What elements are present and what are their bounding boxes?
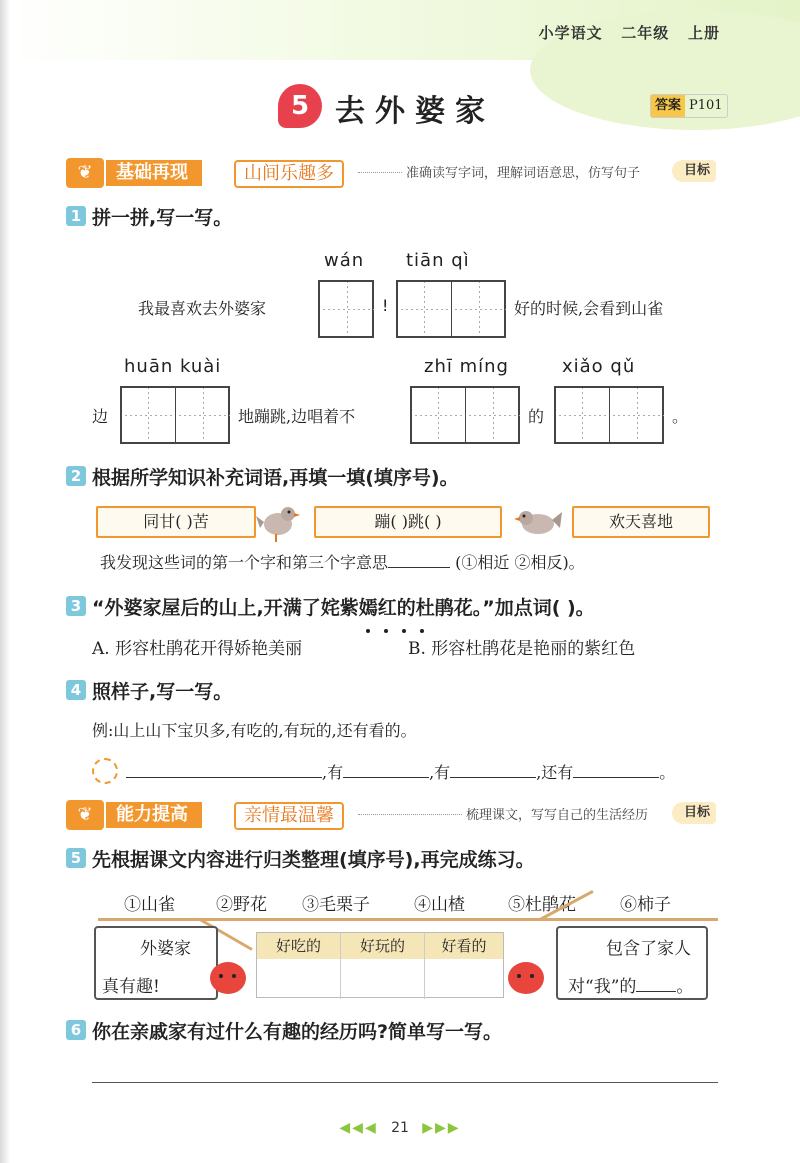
answer-blank[interactable] [636, 991, 676, 992]
question-prompt: 拼一拼,写一写。 [92, 207, 233, 229]
item-shizi: ⑥柿子 [620, 895, 671, 915]
bird-icon [256, 500, 300, 542]
word-card-1[interactable]: 同甘( )苦 [96, 506, 256, 538]
connector: 。 [659, 763, 676, 782]
sentence-part: 的 [528, 407, 545, 426]
answer-label: 答案 [651, 95, 685, 117]
cell-haokande[interactable] [425, 959, 503, 999]
lesson-number-badge: 5 [278, 84, 322, 128]
right-bubble-line1: 包含了家人 [606, 939, 691, 959]
header-haochide: 好吃的 [257, 933, 341, 959]
goal-tag: 目标 [672, 160, 716, 182]
pinyin-wan: wán [324, 250, 365, 271]
question-number: 6 [66, 1020, 86, 1040]
right-speech-bubble [556, 926, 708, 1000]
q2-statement [100, 550, 585, 573]
section-subtitle: 山间乐趣多 [234, 160, 344, 188]
item-shanzha: ④山楂 [414, 895, 465, 915]
dotted-line [358, 172, 402, 173]
section-ability-header [66, 800, 726, 830]
cell-haowande[interactable] [341, 959, 425, 999]
question-number: 5 [66, 848, 86, 868]
writing-box-xiaoqu[interactable] [554, 386, 664, 444]
book-info [539, 22, 720, 43]
writing-box-zhiming[interactable] [410, 386, 520, 444]
pinyin-huankuai: huān kuài [124, 356, 222, 377]
question-number: 3 [66, 596, 86, 616]
sentence-part: ! [382, 296, 389, 315]
question-prompt: “外婆家屋后的山上,开满了姹紫嫣红的杜鹃花。”加点词( )。 [92, 597, 595, 619]
sentence-part: 边 [92, 407, 109, 426]
sentence-part: 。 [672, 407, 689, 426]
section-title: 基础再现 [106, 160, 202, 186]
option-b[interactable]: B. 形容杜鹃花是艳丽的紫红色 [408, 639, 636, 659]
right-bubble-end: 。 [676, 977, 694, 997]
question-prompt: 根据所学知识补充词语,再填一填(填序号)。 [92, 467, 459, 489]
lesson-title: 去外婆家 [335, 94, 495, 129]
option-a[interactable]: A. 形容杜鹃花开得娇艳美丽 [92, 639, 303, 659]
statement-text: 我发现这些词的第一个字和第三个字意思 [100, 553, 389, 572]
writing-box-tianqi[interactable] [396, 280, 506, 338]
answer-blank[interactable] [450, 777, 536, 778]
word-card-3[interactable]: 欢天喜地 [572, 506, 710, 538]
question-prompt: 照样子,写一写。 [92, 681, 233, 703]
page-footer [0, 1120, 800, 1136]
bird-icon [514, 502, 562, 540]
word-card-2[interactable]: 蹦( )跳( ) [314, 506, 502, 538]
answer-line[interactable] [92, 1082, 718, 1083]
item-yehua: ②野花 [216, 895, 267, 915]
item-shanque: ①山雀 [124, 895, 175, 915]
q4-answer-line [126, 760, 675, 783]
branch-decoration [98, 918, 718, 921]
answer-blank[interactable] [573, 777, 659, 778]
answer-page: P101 [689, 98, 723, 113]
left-bubble-line2: 真有趣! [102, 977, 160, 997]
section-title: 能力提高 [106, 802, 202, 828]
book-open-icon: ❦ [66, 800, 104, 830]
apple-character-icon [508, 962, 544, 994]
volume: 上册 [687, 24, 720, 42]
connector: ,有 [429, 763, 451, 782]
sun-icon [92, 758, 118, 784]
classification-table [256, 932, 504, 998]
page-edge-shadow [0, 0, 10, 1163]
section-goal: 准确读写字词，理解词语意思，仿写句子 [406, 166, 641, 181]
pinyin-xiaoqu: xiǎo qǔ [562, 356, 636, 377]
answer-blank[interactable] [126, 777, 322, 778]
grade: 二年级 [621, 24, 670, 42]
pinyin-tianqi: tiān qì [406, 250, 470, 271]
item-maolizi: ③毛栗子 [302, 895, 370, 915]
sentence-part: 好的时候,会看到山雀 [514, 299, 664, 318]
goal-tag: 目标 [672, 802, 716, 824]
question-number: 2 [66, 466, 86, 486]
item-dujuanhua: ⑤杜鹃花 [508, 895, 576, 915]
answer-blank[interactable] [388, 567, 450, 568]
left-speech-bubble [94, 926, 218, 1000]
pinyin-zhiming: zhī míng [424, 356, 509, 377]
right-arrows-icon: ▶▶▶ [422, 1120, 461, 1136]
book-open-icon: ❦ [66, 158, 104, 188]
header-haokande: 好看的 [425, 933, 503, 959]
sentence-part: 地蹦跳,边唱着不 [238, 407, 356, 426]
section-goal: 梳理课文，写写自己的生活经历 [466, 808, 649, 823]
section-basic-header [66, 158, 726, 188]
header-haowande: 好玩的 [341, 933, 425, 959]
cell-haochide[interactable] [257, 959, 341, 999]
question-prompt: 先根据课文内容进行归类整理(填序号),再完成练习。 [92, 849, 535, 871]
statement-options: (①相近 ②相反)。 [455, 553, 585, 572]
answer-reference[interactable] [650, 94, 728, 118]
question-number: 1 [66, 206, 86, 226]
writing-box-huankuai[interactable] [120, 386, 230, 444]
section-subtitle: 亲情最温馨 [234, 802, 344, 830]
answer-blank[interactable] [343, 777, 429, 778]
subject: 小学语文 [538, 24, 603, 42]
example-sentence: 例:山上山下宝贝多,有吃的,有玩的,还有看的。 [92, 721, 417, 740]
writing-box-wan[interactable] [318, 280, 374, 338]
right-bubble-text: 对“我”的 [568, 977, 637, 997]
page-number: 21 [391, 1120, 409, 1136]
left-bubble-line1: 外婆家 [140, 939, 191, 959]
question-prompt: 你在亲戚家有过什么有趣的经历吗?简单写一写。 [92, 1021, 503, 1043]
right-bubble-line2 [568, 972, 693, 997]
apple-character-icon [210, 962, 246, 994]
dotted-line [358, 814, 462, 815]
connector: ,有 [322, 763, 344, 782]
left-arrows-icon: ◀◀◀ [339, 1120, 378, 1136]
sentence-part: 我最喜欢去外婆家 [138, 299, 267, 318]
connector: ,还有 [536, 763, 574, 782]
question-number: 4 [66, 680, 86, 700]
